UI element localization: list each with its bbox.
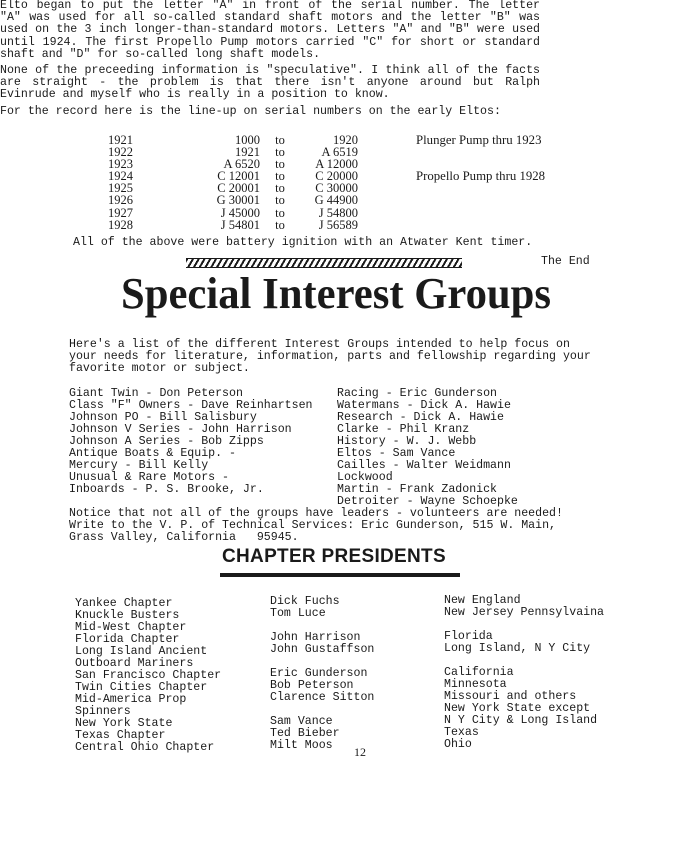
serial-row [103, 134, 358, 146]
chapter-regions-column [444, 595, 604, 751]
serial-year: 1928 [108, 217, 133, 232]
chapter-name: New York State [75, 717, 173, 730]
chapter-name: Central Ohio Chapter [75, 741, 215, 754]
chapter-presidents-rule [220, 573, 460, 577]
interest-group-item: Detroiter - Wayne Schoepke [337, 495, 518, 508]
chapter-region: Minnesota [444, 678, 507, 691]
serial-from: 1000 [235, 133, 260, 147]
serial-to-word: to [275, 205, 285, 220]
serial-from: G 30001 [216, 193, 260, 208]
serial-year: 1924 [108, 169, 133, 184]
propello-pump-note: Propello Pump thru 1928 [416, 169, 546, 183]
serial-from: 1921 [235, 145, 260, 160]
serial-to: A 12000 [315, 157, 358, 172]
serial-to-word: to [275, 133, 285, 147]
serial-to-word: to [275, 145, 285, 160]
intro-paragraph-3: For the record here is the line-up on serial numbers on the early Eltos: [0, 104, 501, 118]
interest-group-item: Racing - Eric Gunderson [337, 387, 498, 400]
serial-from: A 6520 [223, 157, 260, 172]
chapter-name: San Francisco Chapter [75, 669, 222, 682]
serial-year: 1923 [108, 157, 133, 172]
serial-year: 1926 [108, 193, 133, 208]
chapter-name: Twin Cities Chapter [75, 681, 208, 694]
chapter-presidents-title: CHAPTER PRESIDENTS [222, 546, 446, 567]
intro-text [0, 0, 540, 118]
serial-year: 1921 [108, 133, 133, 147]
chapter-president: Ted Bieber [270, 727, 340, 740]
chapter-region: Ohio [444, 738, 472, 751]
interest-group-item: Research - Dick A. Hawie [337, 411, 504, 424]
chapter-name: Florida Chapter [75, 633, 180, 646]
chapter-region: Long Island, N Y City [444, 642, 591, 655]
chapter-region: Missouri and others [444, 690, 577, 703]
chapter-region: California [444, 666, 514, 679]
chapter-names-column [75, 598, 221, 754]
chapter-president: Sam Vance [270, 715, 333, 728]
chapter-president: John Gustaffson [270, 643, 375, 656]
chapter-name: Spinners [75, 705, 131, 718]
serial-to: 1920 [333, 133, 358, 147]
chapter-region: Texas [444, 726, 479, 739]
serial-to-word: to [275, 157, 285, 172]
special-interest-groups-heading: Special Interest Groups [121, 269, 551, 318]
serial-to: G 44900 [314, 193, 358, 208]
sig-intro-text: Here's a list of the different Interest Groups intended to help focus on your needs for literature, information, parts and fellowship regarding your favorite motor or subject. [69, 338, 591, 376]
interest-group-item: Unusual & Rare Motors - [69, 471, 230, 484]
interest-groups-right-column [337, 388, 518, 508]
serial-to-word: to [275, 181, 285, 196]
chapter-region: New England [444, 594, 521, 607]
serial-to-word: to [275, 169, 285, 184]
intro-paragraph-2: None of the preceeding information is "speculative". I think all of the facts are straight - the problem is that there isn't anyone around but Ralph Evinrude and myself who is really in a position to know. [0, 64, 540, 102]
interest-group-item: Johnson A Series - Bob Zipps [69, 435, 264, 448]
serial-year: 1925 [108, 181, 133, 196]
interest-group-item: Giant Twin - Don Peterson [69, 387, 243, 400]
serial-from: J 45000 [220, 205, 260, 220]
serial-to: C 30000 [315, 181, 358, 196]
interest-group-item: Class "F" Owners - Dave Reinhartsen [69, 399, 313, 412]
chapter-region: Florida [444, 630, 493, 643]
serial-to-word: to [275, 193, 285, 208]
interest-group-item: Eltos - Sam Vance [337, 447, 456, 460]
interest-groups-left-column [69, 388, 313, 496]
serial-year: 1922 [108, 145, 133, 160]
serial-to: J 54800 [318, 205, 358, 220]
chapter-president: Eric Gunderson [270, 667, 368, 680]
interest-group-item: Cailles - Walter Weidmann [337, 459, 511, 472]
serial-row [103, 194, 358, 206]
notice-line-3: Grass Valley, California 95945. [69, 531, 299, 545]
interest-group-item: Antique Boats & Equip. - [69, 447, 236, 460]
interest-group-item: Martin - Frank Zadonick [337, 483, 498, 496]
volunteer-notice [69, 508, 609, 545]
serial-to: J 56589 [318, 217, 358, 232]
interest-group-item: Mercury - Bill Kelly [69, 459, 209, 472]
serial-to: A 6519 [321, 145, 358, 160]
serial-to-word: to [275, 217, 285, 232]
chapter-name: Yankee Chapter [75, 597, 173, 610]
serial-row [103, 207, 358, 219]
interest-group-item: Clarke - Phil Kranz [337, 423, 470, 436]
serial-from: J 54801 [220, 217, 260, 232]
special-interest-groups-title [116, 264, 556, 324]
serial-number-table [103, 134, 358, 231]
plunger-pump-note: Plunger Pump thru 1923 [416, 133, 542, 147]
interest-group-item: History - W. J. Webb [337, 435, 477, 448]
interest-group-item: Lockwood [337, 471, 393, 484]
interest-group-item: Watermans - Dick A. Hawie [337, 399, 511, 412]
battery-ignition-note: All of the above were battery ignition with an Atwater Kent timer. [73, 236, 533, 249]
notice-line-2: Write to the V. P. of Technical Services: Eric Gunderson, 515 W. Main, [69, 519, 557, 533]
interest-group-item: Inboards - P. S. Brooke, Jr. [69, 483, 264, 496]
chapter-president: Bob Peterson [270, 679, 354, 692]
intro-paragraph-1: Elto began to put the letter "A" in front of the serial number. The letter "A" was used for all so-called standard shaft motors and the letter "B" was used on the 3 inch longer-than-standard motors. Letters "A" and "B" were used until 1924. The first Propello Pump motors carried "C" for short or standard shaft and "D" for so-called long shaft models. [0, 0, 540, 61]
chapter-president: Clarence Sitton [270, 691, 375, 704]
chapter-president: Dick Fuchs [270, 595, 340, 608]
serial-to: C 20000 [315, 169, 358, 184]
interest-group-item: Johnson PO - Bill Salisbury [69, 411, 257, 424]
notice-line-1: Notice that not all of the groups have leaders - volunteers are needed! [69, 507, 563, 520]
serial-year: 1927 [108, 205, 133, 220]
the-end-label: The End [541, 255, 590, 268]
serial-row [103, 219, 358, 231]
chapter-president: John Harrison [270, 631, 361, 644]
chapter-name: Texas Chapter [75, 729, 166, 742]
chapter-name: Long Island Ancient [75, 645, 208, 658]
chapter-region: New York State except [444, 702, 591, 715]
chapter-presidents-column [270, 596, 374, 752]
chapter-president: Milt Moos [270, 739, 333, 752]
chapter-region: New Jersey Pennsylvaina [444, 606, 605, 619]
serial-from: C 20001 [217, 181, 260, 196]
chapter-region: N Y City & Long Island [444, 714, 598, 727]
chapter-name: Outboard Mariners [75, 657, 194, 670]
interest-group-item: Johnson V Series - John Harrison [69, 423, 292, 436]
serial-from: C 12001 [217, 169, 260, 184]
chapter-president: Tom Luce [270, 607, 326, 620]
chapter-name: Mid-West Chapter [75, 621, 187, 634]
chapter-name: Mid-America Prop [75, 693, 187, 706]
page-number: 12 [354, 745, 366, 759]
chapter-name: Knuckle Busters [75, 609, 180, 622]
